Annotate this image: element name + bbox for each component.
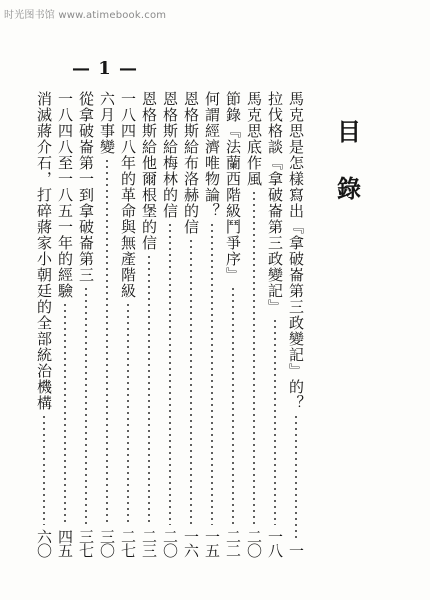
toc-entry[interactable] <box>286 91 306 557</box>
dot-leader <box>232 286 234 525</box>
toc-entry-page: 二〇 <box>161 529 179 557</box>
title-char: 錄 <box>337 174 361 203</box>
toc-entry-title: 節錄『法蘭西階級鬥爭序』 <box>224 91 242 283</box>
toc-entry[interactable] <box>139 91 159 557</box>
dot-leader <box>295 414 297 539</box>
toc-entry[interactable] <box>181 91 201 557</box>
toc-entry-page: 一八 <box>266 529 284 557</box>
toc-entry-title: 從拿破崙第一到拿破崙第三 <box>77 91 95 283</box>
toc-entry-title: 六月事變 <box>98 91 116 155</box>
toc-entry[interactable] <box>118 91 138 557</box>
dot-leader <box>169 222 171 525</box>
toc-entry-page: 二二 <box>224 529 242 557</box>
dot-leader <box>274 318 276 525</box>
title-char: 目 <box>337 117 361 146</box>
toc-entry-title: 何謂經濟唯物論？ <box>203 91 221 219</box>
dot-leader <box>190 238 192 525</box>
toc-entry[interactable] <box>160 91 180 557</box>
dot-leader <box>64 302 66 525</box>
dot-leader <box>253 190 255 525</box>
toc-entry-title: 恩格斯給梅林的信 <box>161 91 179 219</box>
toc-entry[interactable] <box>34 91 54 557</box>
page-title <box>326 117 372 203</box>
toc-entry-page: 一五 <box>203 529 221 557</box>
watermark: 时光图书馆 www.atimebook.com <box>4 10 167 21</box>
toc-entry-page: 三〇 <box>98 529 116 557</box>
toc-entry-page: 二〇 <box>245 529 263 557</box>
dot-leader <box>127 302 129 525</box>
toc-entry-title: 馬克思是怎樣寫出『拿破崙第三政變記』的？ <box>287 91 305 411</box>
toc-entry-title: 一八四八年的革命與無產階級 <box>119 91 137 299</box>
toc-entry-page: 二三 <box>140 529 158 557</box>
page-number: — 1 — <box>72 58 139 79</box>
toc-entry-page: 四五 <box>56 529 74 557</box>
toc-entry[interactable] <box>223 91 243 557</box>
dot-leader <box>211 222 213 525</box>
toc-entry-title: 馬克思底作風 <box>245 91 263 187</box>
dot-leader <box>148 254 150 525</box>
toc-entry[interactable] <box>76 91 96 557</box>
toc-entry-page: 六〇 <box>35 529 53 557</box>
toc-entry[interactable] <box>97 91 117 557</box>
dot-leader <box>106 158 108 525</box>
toc-entry-title: 一八四八至一八五一年的經驗 <box>56 91 74 299</box>
dot-leader <box>43 414 45 525</box>
toc-entry-page: 一 <box>287 543 305 557</box>
toc-entry-page: 三七 <box>77 529 95 557</box>
toc-entry-title: 拉伐格談『拿破崙第三政變記』 <box>266 91 284 315</box>
toc-entry-title: 恩格斯給他爾根堡的信 <box>140 91 158 251</box>
toc-entry-page: 一六 <box>182 529 200 557</box>
toc-entry[interactable] <box>265 91 285 557</box>
toc-entry[interactable] <box>55 91 75 557</box>
toc-entry-title: 消滅蔣介石，打碎蔣家小朝廷的全部統治機構 <box>35 91 53 411</box>
toc-entry[interactable] <box>202 91 222 557</box>
toc-entry-page: 二七 <box>119 529 137 557</box>
dot-leader <box>85 286 87 525</box>
toc-entry[interactable] <box>244 91 264 557</box>
toc-entry-title: 恩格斯給布洛赫的信 <box>182 91 200 235</box>
